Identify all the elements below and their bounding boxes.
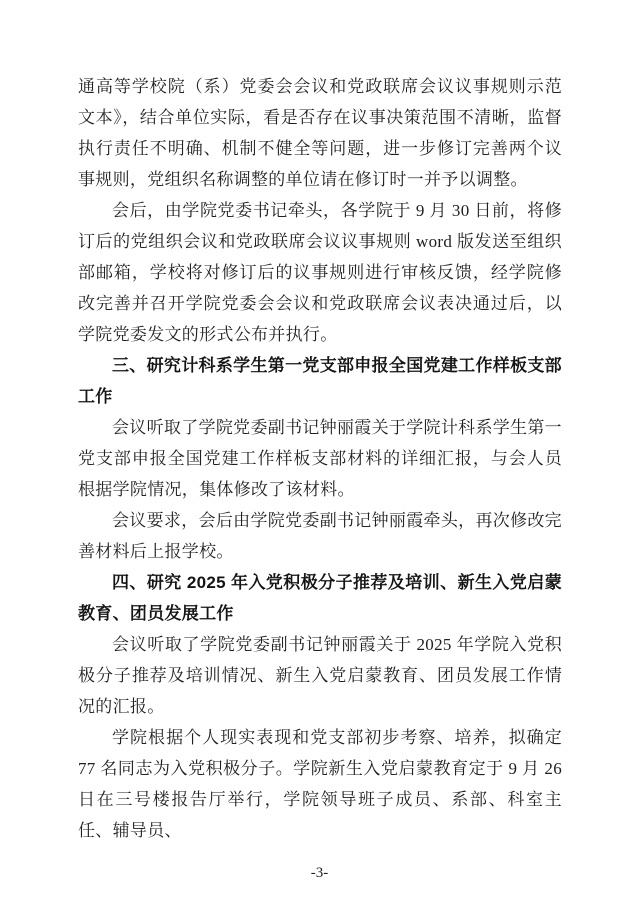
page-footer — [0, 865, 639, 881]
page-number: -3- — [310, 865, 329, 881]
paragraph-continuation: 通高等学校院（系）党委会会议和党政联席会议议事规则示范文本》，结合单位实际，看是否存在议事决策范围不清晰，监督执行责任不明确、机制不健全等问题，进一步修订完善两个议事规则，党组织名称调整的单位请在修订时一并予以调整。 — [78, 77, 562, 189]
section-heading-3: 三、研究计科系学生第一党支部申报全国党建工作样板支部工作 — [78, 356, 562, 406]
paragraph-revision-deadline: 会后，由学院党委书记牵头，各学院于 9 月 30 日前，将修订后的党组织会议和党政联席会议议事规则 word 版发送至组织部邮箱，学校将对修订后的议事规则进行审核反馈，经学院修改完善并召开学院党委会会议和党政联席会议表决通过后，以学院党委发文的形式公布并执行。 — [78, 201, 562, 344]
document-body — [78, 71, 562, 846]
paragraph-section3-report: 会议听取了学院党委副书记钟丽霞关于学院计科系学生第一党支部申报全国党建工作样板支部材料的详细汇报，与会人员根据学院情况，集体修改了该材料。 — [78, 418, 562, 499]
paragraph-section4-report: 会议听取了学院党委副书记钟丽霞关于 2025 年学院入党积极分子推荐及培训情况、新生入党启蒙教育、团员发展工作情况的汇报。 — [78, 635, 562, 716]
paragraph-section4-details: 学院根据个人现实表现和党支部初步考察、培养，拟确定 77 名同志为入党积极分子。学院新生入党启蒙教育定于 9 月 26 日在三号楼报告厅举行，学院领导班子成员、系部、科室主任、辅导员、 — [78, 728, 562, 840]
section-heading-4: 四、研究 2025 年入党积极分子推荐及培训、新生入党启蒙教育、团员发展工作 — [78, 573, 562, 623]
paragraph-section3-requirement: 会议要求，会后由学院党委副书记钟丽霞牵头，再次修改完善材料后上报学校。 — [78, 511, 562, 561]
